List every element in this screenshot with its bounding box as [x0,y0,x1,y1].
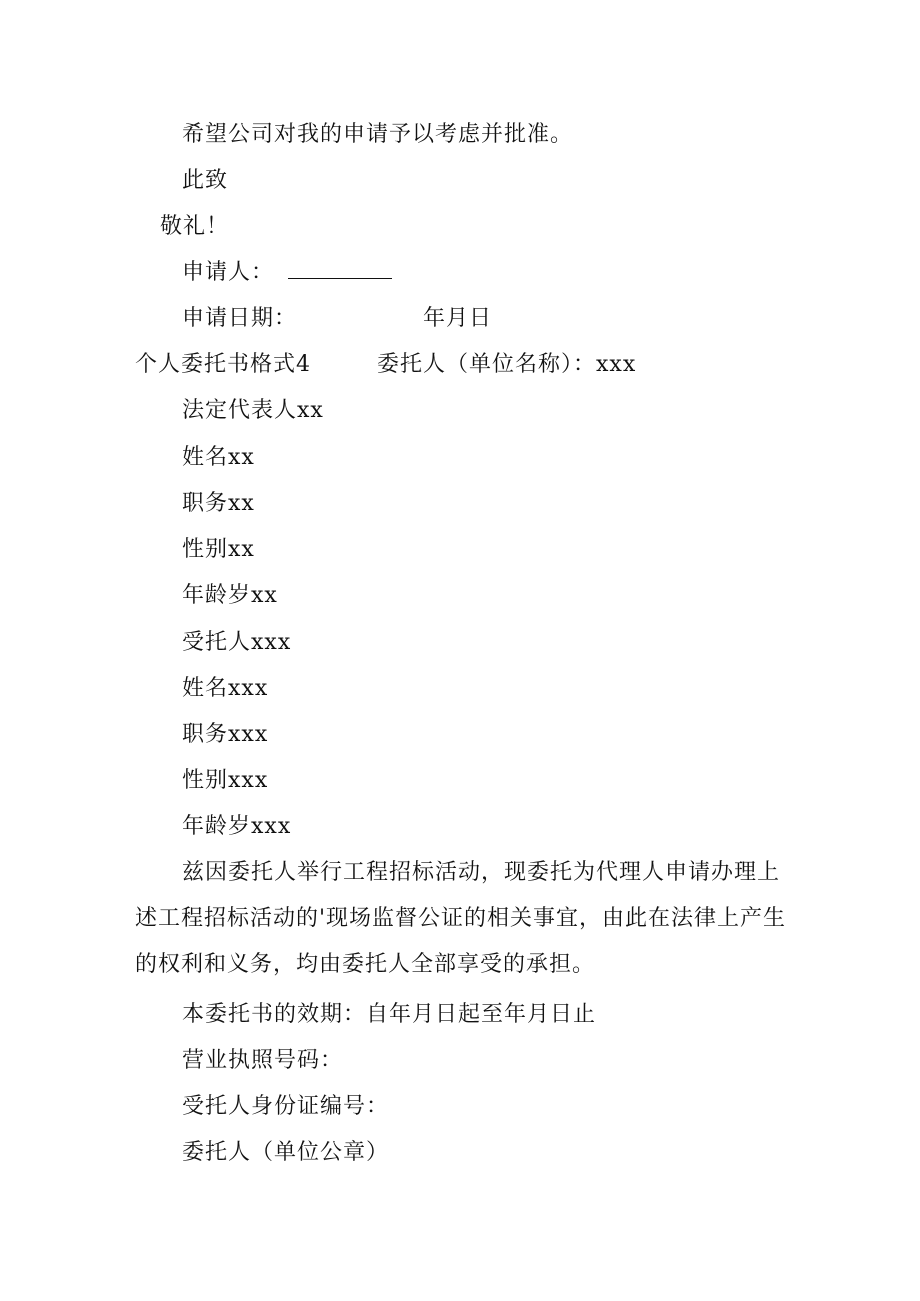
principal-seal-label: 委托人（单位公章） [182,1140,390,1165]
field-agent-position: 职务xxx [182,722,269,747]
entrustment-heading [135,350,636,380]
applicant-line [182,258,392,288]
applicant-signature-blank [288,260,392,279]
validity-line: 本委托书的效期：自年月日起至年月日止 [182,1002,597,1027]
field-agent-gender: 性别xxx [182,768,269,793]
agent-id-label: 受托人身份证编号： [182,1094,390,1119]
field-legal-representative: 法定代表人xx [182,398,324,423]
principal-company-label: 委托人（单位名称）：xxx [377,352,637,377]
entrustment-title: 个人委托书格式4 [135,352,311,377]
request-line: 希望公司对我的申请予以考虑并批准。 [182,122,574,147]
field-agent-name: 姓名xxx [182,676,269,701]
salutation-cizhi: 此致 [182,168,229,193]
body-line: 兹因委托人举行工程招标活动，现委托为代理人申请办理上 [182,860,781,885]
business-license-label: 营业执照号码： [182,1048,344,1073]
body-line: 述工程招标活动的'现场监督公证的相关事宜，由此在法律上产生 [135,906,787,931]
field-principal-name: 姓名xx [182,445,255,470]
field-agent: 受托人xxx [182,630,292,655]
field-principal-position: 职务xx [182,491,255,516]
field-principal-age: 年龄岁xx [182,583,278,608]
application-date-line [182,304,492,334]
date-units: 年月日 [423,306,493,331]
entrustment-body-paragraph [135,850,795,988]
field-agent-age: 年龄岁xxx [182,814,292,839]
applicant-label: 申请人： [182,260,275,285]
body-line: 的权利和义务，均由委托人全部享受的承担。 [135,952,596,977]
field-principal-gender: 性别xx [182,537,255,562]
salutation-jingli: 敬礼！ [160,214,230,239]
date-label: 申请日期： [182,306,298,331]
